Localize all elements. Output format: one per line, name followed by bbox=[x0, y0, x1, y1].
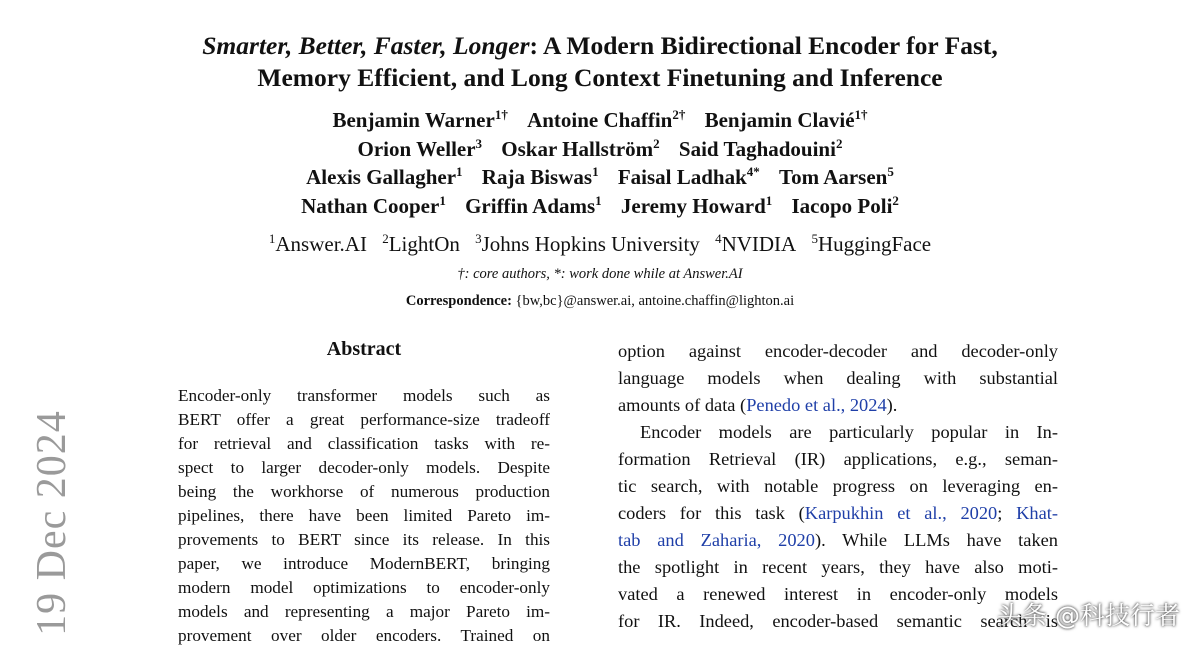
author-affil-mark: 1 bbox=[595, 192, 602, 208]
author-row bbox=[150, 192, 1050, 221]
author-name: Griffin Adams bbox=[465, 193, 596, 218]
body-text: ). bbox=[886, 395, 898, 415]
author-affil-mark: 1 bbox=[765, 192, 773, 208]
source-watermark: 头条 @科技行者 bbox=[997, 601, 1180, 630]
affiliation-name: LightOn bbox=[388, 232, 460, 256]
affiliation-mark: 4 bbox=[715, 231, 722, 246]
body-line: the spotlight in recent years, they have also moti- bbox=[618, 557, 1058, 577]
author-affil-mark: 1† bbox=[854, 107, 868, 122]
correspondence-emails[interactable]: {bw,bc}@answer.ai, antoine.chaffin@lighton.ai bbox=[511, 293, 795, 309]
title-line-2: Memory Efficient, and Long Context Finetuning and Inference bbox=[257, 63, 943, 92]
citation-link[interactable]: tab and Zaharia, 2020 bbox=[618, 530, 815, 550]
abstract-line: for retrieval and classification tasks with re- bbox=[178, 434, 550, 453]
body-text: ). While LLMs have taken bbox=[814, 530, 1058, 550]
abstract-heading: Abstract bbox=[326, 338, 402, 360]
author-affil-mark: 4* bbox=[746, 164, 760, 179]
body-line: language models when dealing with substantial bbox=[618, 368, 1058, 388]
author bbox=[705, 108, 868, 132]
title-italic-part: Smarter, Better, Faster, Longer bbox=[202, 31, 530, 60]
author-affil-mark: 2 bbox=[653, 135, 660, 151]
author-name: Orion Weller bbox=[357, 136, 476, 161]
body-line: for IR. Indeed, encoder-based semantic search is bbox=[618, 611, 1058, 631]
author-affil-mark: 1 bbox=[456, 164, 463, 179]
affiliations bbox=[150, 232, 1050, 257]
affiliation bbox=[382, 232, 460, 256]
intro-column bbox=[618, 338, 1058, 635]
body-text: ; bbox=[997, 503, 1017, 523]
body-line: Encoder models are particularly popular in In- bbox=[640, 422, 1058, 442]
body-line bbox=[618, 392, 1058, 419]
abstract-line: Encoder-only transformer models such as bbox=[178, 386, 550, 405]
author-affil-mark: 3 bbox=[475, 135, 483, 151]
affiliation-name: Answer.AI bbox=[275, 232, 367, 256]
body-line: option against encoder-decoder and decoder-only bbox=[618, 341, 1058, 361]
citation-link[interactable]: Karpukhin et al., 2020 bbox=[804, 503, 998, 523]
author-name: Nathan Cooper bbox=[301, 193, 440, 218]
author-name: Benjamin Clavié bbox=[704, 108, 855, 132]
author bbox=[465, 194, 602, 218]
author bbox=[306, 165, 462, 189]
affiliation-name: NVIDIA bbox=[721, 232, 797, 256]
abstract-line: provements to BERT since its release. In this bbox=[178, 530, 550, 549]
author-affil-mark: 1 bbox=[439, 192, 446, 208]
citation-link[interactable]: Penedo et al., 2024 bbox=[746, 395, 887, 415]
abstract-line: spect to larger decoder-only models. Despite bbox=[178, 458, 550, 477]
abstract-line: paper, we introduce ModernBERT, bringing bbox=[178, 554, 550, 573]
abstract-line: BERT offer a great performance-size tradeoff bbox=[178, 410, 550, 429]
author bbox=[501, 137, 659, 161]
affiliation bbox=[475, 232, 700, 256]
author-affil-mark: 5 bbox=[887, 164, 894, 179]
author bbox=[779, 165, 894, 189]
abstract-text bbox=[178, 384, 550, 648]
author-row bbox=[150, 106, 1050, 135]
author-name: Tom Aarsen bbox=[779, 165, 888, 189]
author-row bbox=[150, 163, 1050, 192]
body-line bbox=[618, 527, 1058, 554]
correspondence-line bbox=[150, 293, 1050, 310]
affiliation-mark: 1 bbox=[268, 231, 276, 246]
arxiv-date-text: 19 Dec 2024 bbox=[29, 410, 75, 636]
author-name: Said Taghadouini bbox=[678, 136, 836, 161]
author-note: †: core authors, *: work done while at Answer.AI bbox=[457, 266, 743, 282]
body-text: coders for this task ( bbox=[618, 503, 805, 523]
author bbox=[301, 194, 446, 218]
author-affil-mark: 1 bbox=[592, 164, 599, 179]
affiliation bbox=[715, 232, 796, 256]
body-line: vated a renewed interest in encoder-only models bbox=[618, 584, 1058, 604]
body-line: tic search, with notable progress on leveraging en- bbox=[618, 476, 1058, 496]
author-affil-mark: 2† bbox=[672, 107, 686, 122]
author bbox=[618, 165, 760, 189]
author bbox=[679, 137, 843, 161]
correspondence-label: Correspondence: bbox=[405, 293, 512, 309]
author bbox=[332, 108, 507, 132]
author bbox=[621, 194, 772, 218]
body-text: amounts of data ( bbox=[618, 395, 747, 415]
affiliation bbox=[811, 232, 931, 256]
affiliation bbox=[269, 232, 367, 256]
author-name: Oskar Hallström bbox=[501, 136, 654, 161]
affiliation-mark: 2 bbox=[382, 231, 389, 246]
affiliation-name: HuggingFace bbox=[817, 232, 932, 256]
author-name: Benjamin Warner bbox=[332, 108, 495, 132]
author-name: Faisal Ladhak bbox=[617, 165, 747, 189]
title-line1-rest: : A Modern Bidirectional Encoder for Fast, bbox=[529, 31, 998, 60]
affiliation-name: Johns Hopkins University bbox=[481, 232, 700, 256]
body-line: formation Retrieval (IR) applications, e.g., seman- bbox=[618, 449, 1058, 469]
author-name: Antoine Chaffin bbox=[527, 108, 673, 132]
author-name: Iacopo Poli bbox=[791, 193, 893, 218]
abstract-line: modern model optimizations to encoder-only bbox=[178, 578, 550, 597]
abstract-line: models and representing a major Pareto im- bbox=[178, 602, 550, 621]
body-line bbox=[618, 500, 1058, 527]
author-row bbox=[150, 135, 1050, 164]
affiliation-mark: 5 bbox=[811, 231, 818, 246]
author-affil-mark: 2 bbox=[892, 192, 899, 208]
author-name: Raja Biswas bbox=[481, 165, 593, 189]
abstract-line: being the workhorse of numerous production bbox=[178, 482, 550, 501]
arxiv-date-stamp bbox=[28, 410, 76, 636]
paper-title bbox=[120, 30, 1080, 94]
author-affil-mark: 2 bbox=[835, 135, 843, 151]
author bbox=[792, 194, 899, 218]
author-name: Alexis Gallagher bbox=[306, 165, 457, 189]
author-list bbox=[150, 106, 1050, 220]
affiliation-mark: 3 bbox=[475, 231, 482, 246]
author bbox=[482, 165, 599, 189]
author-affil-mark: 1† bbox=[494, 107, 508, 122]
author bbox=[527, 108, 685, 132]
author bbox=[358, 137, 483, 161]
citation-link[interactable]: Khat- bbox=[1016, 503, 1058, 523]
abstract-line: provement over older encoders. Trained on bbox=[178, 626, 550, 645]
abstract-line: pipelines, there have been limited Pareto im- bbox=[178, 506, 550, 525]
author-name: Jeremy Howard bbox=[620, 193, 766, 218]
title-line-1 bbox=[120, 30, 1080, 62]
